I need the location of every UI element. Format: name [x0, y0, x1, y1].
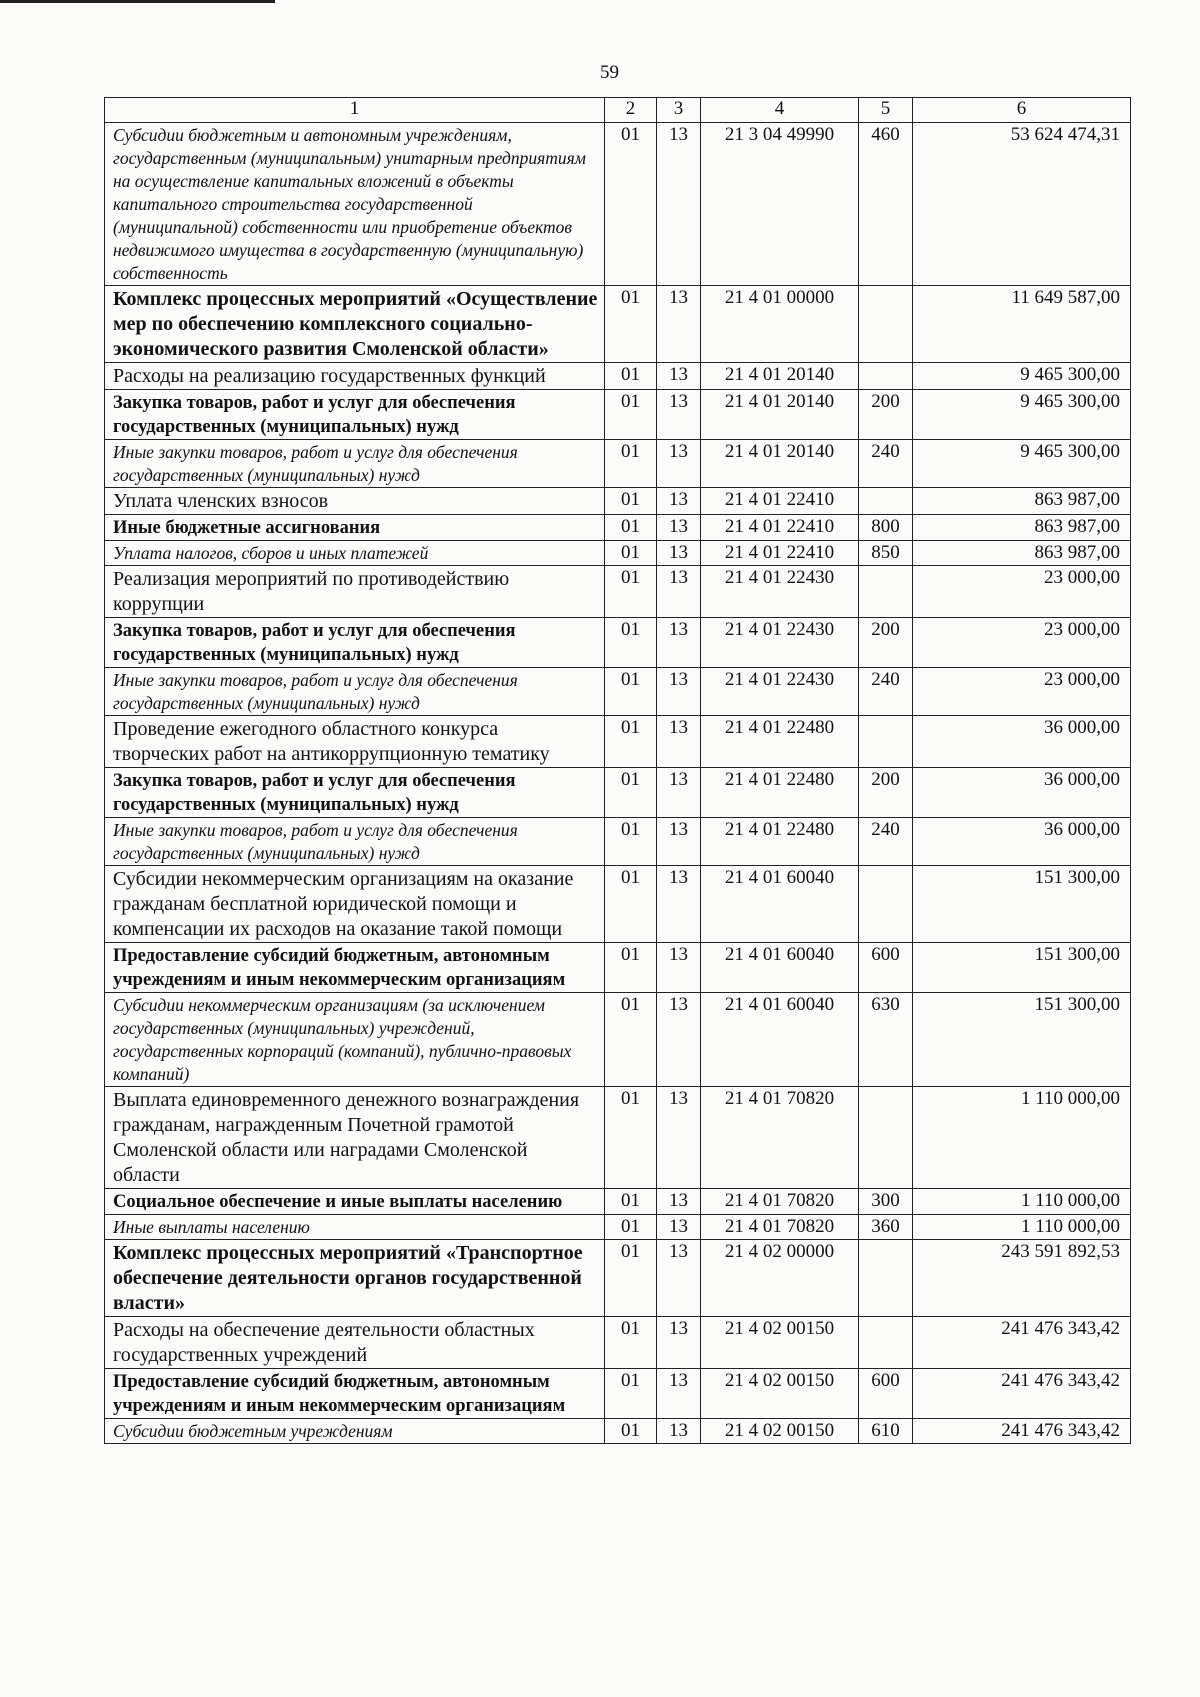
column-header-6: 6 [913, 98, 1131, 123]
row-amount: 23 000,00 [913, 618, 1131, 668]
row-name-text: Закупка товаров, работ и услуг для обеспечения государственных (муниципальных) нужд [113, 771, 516, 815]
row-name [105, 618, 605, 668]
table-row [105, 1087, 1131, 1189]
row-section-code: 01 [605, 668, 657, 716]
table-row [105, 1215, 1131, 1240]
row-name-text: Уплата налогов, сборов и иных платежей [113, 543, 429, 563]
row-name [105, 668, 605, 716]
row-subsection-code: 13 [657, 943, 701, 993]
row-amount: 241 476 343,42 [913, 1317, 1131, 1369]
row-name [105, 1369, 605, 1419]
row-name-text: Субсидии некоммерческим организациям (за исключением государственных (муниципальных) учреждений, государственных корпораций (компаний), публично-правовых компаний) [113, 995, 572, 1084]
row-name-text: Закупка товаров, работ и услуг для обеспечения государственных (муниципальных) нужд [113, 393, 516, 437]
row-section-code: 01 [605, 566, 657, 618]
row-name-text: Реализация мероприятий по противодействию коррупции [113, 568, 510, 615]
row-amount: 241 476 343,42 [913, 1419, 1131, 1444]
row-name [105, 1419, 605, 1444]
row-section-code: 01 [605, 768, 657, 818]
row-expense-type: 300 [859, 1189, 913, 1215]
table-row [105, 440, 1131, 488]
row-target-article: 21 4 01 20140 [701, 363, 859, 390]
row-target-article: 21 4 02 00150 [701, 1419, 859, 1444]
row-expense-type [859, 363, 913, 390]
row-expense-type: 600 [859, 1369, 913, 1419]
row-name-text: Закупка товаров, работ и услуг для обеспечения государственных (муниципальных) нужд [113, 621, 516, 665]
row-section-code: 01 [605, 1215, 657, 1240]
row-name-text: Предоставление субсидий бюджетным, автономным учреждениям и иным некоммерческим организациям [113, 1372, 566, 1416]
row-section-code: 01 [605, 363, 657, 390]
row-amount: 36 000,00 [913, 768, 1131, 818]
row-amount: 36 000,00 [913, 716, 1131, 768]
table-row [105, 716, 1131, 768]
row-amount: 9 465 300,00 [913, 390, 1131, 440]
row-amount: 53 624 474,31 [913, 123, 1131, 286]
row-expense-type: 240 [859, 818, 913, 866]
row-section-code: 01 [605, 1317, 657, 1369]
row-subsection-code: 13 [657, 390, 701, 440]
row-amount: 151 300,00 [913, 993, 1131, 1087]
row-subsection-code: 13 [657, 363, 701, 390]
row-subsection-code: 13 [657, 1419, 701, 1444]
table-row [105, 1419, 1131, 1444]
row-name-text: Иные закупки товаров, работ и услуг для обеспечения государственных (муниципальных) нужд [113, 820, 518, 863]
row-name-text: Предоставление субсидий бюджетным, автономным учреждениям и иным некоммерческим организациям [113, 946, 566, 990]
row-name [105, 123, 605, 286]
row-section-code: 01 [605, 818, 657, 866]
row-section-code: 01 [605, 866, 657, 943]
column-header-3: 3 [657, 98, 701, 123]
row-target-article: 21 4 01 60040 [701, 993, 859, 1087]
row-name [105, 1189, 605, 1215]
row-amount: 863 987,00 [913, 515, 1131, 541]
table-row [105, 123, 1131, 286]
row-name [105, 1240, 605, 1317]
row-section-code: 01 [605, 618, 657, 668]
row-name [105, 1087, 605, 1189]
row-target-article: 21 4 01 22480 [701, 818, 859, 866]
row-name [105, 440, 605, 488]
row-target-article: 21 4 01 22410 [701, 488, 859, 515]
row-amount: 151 300,00 [913, 866, 1131, 943]
table-row [105, 668, 1131, 716]
row-target-article: 21 4 01 22410 [701, 541, 859, 566]
row-name-text: Иные закупки товаров, работ и услуг для обеспечения государственных (муниципальных) нужд [113, 442, 518, 485]
row-subsection-code: 13 [657, 866, 701, 943]
row-target-article: 21 4 01 20140 [701, 390, 859, 440]
row-section-code: 01 [605, 123, 657, 286]
row-expense-type: 240 [859, 668, 913, 716]
row-name-text: Выплата единовременного денежного вознаграждения гражданам, награжденным Почетной грамотой Смоленской области или наградами Смоленской области [113, 1089, 580, 1186]
row-target-article: 21 4 01 70820 [701, 1087, 859, 1189]
row-name [105, 515, 605, 541]
row-name-text: Комплекс процессных мероприятий «Осуществление мер по обеспечению комплексного социально-экономического развития Смоленской области» [113, 288, 598, 360]
row-subsection-code: 13 [657, 1087, 701, 1189]
row-subsection-code: 13 [657, 993, 701, 1087]
row-subsection-code: 13 [657, 123, 701, 286]
row-expense-type [859, 866, 913, 943]
row-subsection-code: 13 [657, 1317, 701, 1369]
row-name [105, 286, 605, 363]
row-target-article: 21 4 01 22410 [701, 515, 859, 541]
table-row [105, 1240, 1131, 1317]
row-section-code: 01 [605, 390, 657, 440]
row-name-text: Иные бюджетные ассигнования [113, 518, 381, 538]
row-section-code: 01 [605, 1087, 657, 1189]
row-name [105, 390, 605, 440]
row-name [105, 768, 605, 818]
row-expense-type: 360 [859, 1215, 913, 1240]
table-row [105, 541, 1131, 566]
row-target-article: 21 4 01 00000 [701, 286, 859, 363]
row-amount: 1 110 000,00 [913, 1189, 1131, 1215]
row-subsection-code: 13 [657, 488, 701, 515]
row-section-code: 01 [605, 286, 657, 363]
table-row [105, 866, 1131, 943]
row-name-text: Иные выплаты населению [113, 1217, 310, 1237]
table-row [105, 1189, 1131, 1215]
row-name-text: Субсидии бюджетным учреждениям [113, 1421, 393, 1441]
row-expense-type: 240 [859, 440, 913, 488]
row-target-article: 21 4 01 60040 [701, 943, 859, 993]
table-row [105, 1317, 1131, 1369]
row-target-article: 21 4 01 60040 [701, 866, 859, 943]
row-subsection-code: 13 [657, 515, 701, 541]
row-target-article: 21 4 01 70820 [701, 1215, 859, 1240]
row-expense-type: 460 [859, 123, 913, 286]
row-amount: 241 476 343,42 [913, 1369, 1131, 1419]
row-amount: 9 465 300,00 [913, 440, 1131, 488]
row-expense-type [859, 286, 913, 363]
row-name-text: Расходы на обеспечение деятельности областных государственных учреждений [113, 1319, 535, 1366]
table-header-row [105, 98, 1131, 123]
row-target-article: 21 3 04 49990 [701, 123, 859, 286]
column-header-1: 1 [105, 98, 605, 123]
column-header-5: 5 [859, 98, 913, 123]
row-name-text: Социальное обеспечение и иные выплаты населению [113, 1192, 563, 1212]
row-name [105, 993, 605, 1087]
row-expense-type: 610 [859, 1419, 913, 1444]
row-subsection-code: 13 [657, 566, 701, 618]
budget-table [104, 97, 1131, 1444]
row-amount: 9 465 300,00 [913, 363, 1131, 390]
row-name [105, 1317, 605, 1369]
row-name [105, 541, 605, 566]
column-header-2: 2 [605, 98, 657, 123]
page-number: 59 [600, 62, 619, 83]
table-row [105, 618, 1131, 668]
row-target-article: 21 4 01 22480 [701, 716, 859, 768]
row-amount: 243 591 892,53 [913, 1240, 1131, 1317]
row-amount: 863 987,00 [913, 541, 1131, 566]
row-subsection-code: 13 [657, 768, 701, 818]
row-subsection-code: 13 [657, 1189, 701, 1215]
row-amount: 1 110 000,00 [913, 1087, 1131, 1189]
row-expense-type [859, 488, 913, 515]
row-subsection-code: 13 [657, 716, 701, 768]
row-expense-type: 800 [859, 515, 913, 541]
row-target-article: 21 4 01 20140 [701, 440, 859, 488]
row-expense-type [859, 716, 913, 768]
row-section-code: 01 [605, 488, 657, 515]
row-section-code: 01 [605, 440, 657, 488]
row-expense-type [859, 566, 913, 618]
table-row [105, 768, 1131, 818]
row-name [105, 943, 605, 993]
row-expense-type [859, 1317, 913, 1369]
row-subsection-code: 13 [657, 1369, 701, 1419]
row-name [105, 866, 605, 943]
row-expense-type: 850 [859, 541, 913, 566]
row-section-code: 01 [605, 1240, 657, 1317]
row-amount: 863 987,00 [913, 488, 1131, 515]
row-section-code: 01 [605, 1189, 657, 1215]
row-subsection-code: 13 [657, 668, 701, 716]
row-amount: 1 110 000,00 [913, 1215, 1131, 1240]
row-name [105, 566, 605, 618]
row-name-text: Иные закупки товаров, работ и услуг для обеспечения государственных (муниципальных) нужд [113, 670, 518, 713]
row-section-code: 01 [605, 993, 657, 1087]
row-name-text: Субсидии бюджетным и автономным учреждениям, государственным (муниципальным) унитарным предприятиям на осуществление капитальных вложений в объекты капитального строительства государственной (муниципальной) собственности или приобретение объектов недвижимого имущества в государственную (муниципальную) собственность [113, 125, 586, 283]
row-subsection-code: 13 [657, 618, 701, 668]
table-row [105, 818, 1131, 866]
table-row [105, 363, 1131, 390]
row-section-code: 01 [605, 716, 657, 768]
row-name-text: Уплата членских взносов [113, 490, 329, 512]
table-row [105, 993, 1131, 1087]
row-target-article: 21 4 01 22430 [701, 566, 859, 618]
row-amount: 23 000,00 [913, 566, 1131, 618]
table-row [105, 943, 1131, 993]
row-expense-type: 200 [859, 390, 913, 440]
row-subsection-code: 13 [657, 440, 701, 488]
row-section-code: 01 [605, 515, 657, 541]
row-section-code: 01 [605, 1419, 657, 1444]
row-name-text: Расходы на реализацию государственных функций [113, 365, 546, 387]
row-amount: 11 649 587,00 [913, 286, 1131, 363]
row-amount: 151 300,00 [913, 943, 1131, 993]
row-section-code: 01 [605, 541, 657, 566]
row-subsection-code: 13 [657, 818, 701, 866]
row-target-article: 21 4 02 00150 [701, 1317, 859, 1369]
row-subsection-code: 13 [657, 1240, 701, 1317]
row-target-article: 21 4 01 22430 [701, 668, 859, 716]
top-rule [0, 0, 275, 3]
row-target-article: 21 4 01 22480 [701, 768, 859, 818]
table-row [105, 515, 1131, 541]
row-subsection-code: 13 [657, 286, 701, 363]
row-name [105, 716, 605, 768]
row-name [105, 818, 605, 866]
table-row [105, 286, 1131, 363]
row-target-article: 21 4 02 00000 [701, 1240, 859, 1317]
budget-table-container [104, 97, 1131, 1444]
row-expense-type [859, 1087, 913, 1189]
table-row [105, 488, 1131, 515]
row-target-article: 21 4 01 22430 [701, 618, 859, 668]
row-name [105, 488, 605, 515]
row-name [105, 1215, 605, 1240]
row-target-article: 21 4 02 00150 [701, 1369, 859, 1419]
row-amount: 23 000,00 [913, 668, 1131, 716]
row-name [105, 363, 605, 390]
row-expense-type: 630 [859, 993, 913, 1087]
row-amount: 36 000,00 [913, 818, 1131, 866]
row-expense-type: 200 [859, 768, 913, 818]
row-subsection-code: 13 [657, 541, 701, 566]
row-section-code: 01 [605, 943, 657, 993]
table-row [105, 390, 1131, 440]
row-name-text: Субсидии некоммерческим организациям на оказание гражданам бесплатной юридической помощи и компенсации их расходов на оказание такой помощи [113, 868, 574, 940]
row-name-text: Комплекс процессных мероприятий «Транспортное обеспечение деятельности органов государственной власти» [113, 1242, 583, 1314]
column-header-4: 4 [701, 98, 859, 123]
row-expense-type: 200 [859, 618, 913, 668]
row-expense-type [859, 1240, 913, 1317]
row-subsection-code: 13 [657, 1215, 701, 1240]
row-expense-type: 600 [859, 943, 913, 993]
row-name-text: Проведение ежегодного областного конкурса творческих работ на антикоррупционную тематику [113, 718, 550, 765]
table-row [105, 566, 1131, 618]
row-target-article: 21 4 01 70820 [701, 1189, 859, 1215]
table-row [105, 1369, 1131, 1419]
table-body [105, 123, 1131, 1444]
row-section-code: 01 [605, 1369, 657, 1419]
